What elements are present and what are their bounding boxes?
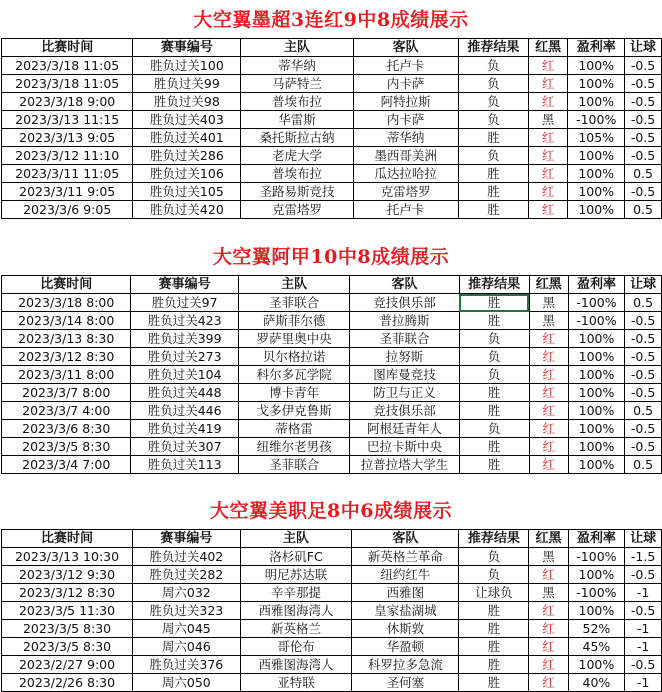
away-team-cell[interactable]: 克雷塔罗	[353, 183, 458, 201]
handicap-cell[interactable]: -0.5	[625, 129, 662, 147]
result-cell[interactable]: 红	[529, 57, 568, 75]
match-id-cell[interactable]: 胜负过关98	[133, 93, 241, 111]
away-team-cell[interactable]: 竞技俱乐部	[350, 294, 459, 312]
match-time-cell[interactable]: 2023/3/12 9:30	[2, 566, 133, 584]
table-row	[2, 294, 662, 312]
table-row	[2, 420, 662, 438]
profit-rate-cell[interactable]: 100%	[568, 57, 625, 75]
match-time-cell[interactable]: 2023/3/11 9:05	[2, 183, 133, 201]
home-team-cell[interactable]: 贝尔格拉诺	[238, 348, 350, 366]
home-team-cell[interactable]: 蒂格雷	[238, 420, 350, 438]
away-team-cell[interactable]: 图库曼竞技	[350, 366, 459, 384]
recommendation-cell[interactable]: 负	[459, 330, 529, 348]
match-id-cell[interactable]: 胜负过关282	[133, 566, 241, 584]
recommendation-cell[interactable]: 负	[459, 548, 529, 566]
home-team-cell[interactable]: 普埃布拉	[241, 93, 353, 111]
profit-rate-cell[interactable]: 100%	[568, 330, 624, 348]
handicap-cell[interactable]: 0.5	[625, 201, 662, 219]
profit-rate-cell[interactable]: 45%	[568, 638, 625, 656]
section-title: 大空翼美职足8中6成绩展示	[210, 500, 452, 522]
handicap-cell[interactable]: -0.5	[625, 384, 662, 402]
handicap-cell[interactable]: -1.5	[625, 548, 662, 566]
profit-rate-cell[interactable]: 40%	[568, 674, 625, 692]
home-team-cell[interactable]: 桑托斯拉古纳	[241, 129, 353, 147]
home-team-cell[interactable]: 萨斯菲尔德	[238, 312, 350, 330]
recommendation-cell[interactable]: 胜	[459, 402, 529, 420]
match-time-cell[interactable]: 2023/3/13 9:05	[2, 129, 133, 147]
home-team-cell[interactable]: 纽维尔老男孩	[238, 438, 350, 456]
match-time-cell[interactable]: 2023/3/6 8:30	[2, 420, 131, 438]
header-match-id[interactable]: 赛事编号	[133, 39, 241, 57]
home-team-cell[interactable]: 圣菲联合	[238, 294, 350, 312]
away-team-cell[interactable]: 墨西哥美洲	[353, 147, 458, 165]
result-cell[interactable]: 红	[529, 93, 568, 111]
recommendation-cell[interactable]: 负	[459, 348, 529, 366]
result-cell[interactable]: 黑	[529, 584, 568, 602]
handicap-cell[interactable]: -0.5	[625, 147, 662, 165]
profit-rate-cell[interactable]: 100%	[568, 402, 624, 420]
recommendation-cell[interactable]: 负	[459, 366, 529, 384]
header-match-time[interactable]: 比赛时间	[2, 39, 133, 57]
match-id-cell[interactable]: 胜负过关402	[133, 548, 241, 566]
match-id-cell[interactable]: 胜负过关106	[133, 165, 241, 183]
home-team-cell[interactable]: 亚特联	[240, 674, 352, 692]
handicap-cell[interactable]: 0.5	[625, 402, 662, 420]
result-cell[interactable]: 红	[529, 602, 568, 620]
result-cell[interactable]: 红	[529, 656, 568, 674]
table-row	[2, 57, 662, 75]
header-away-team[interactable]: 客队	[350, 276, 459, 294]
results-table	[1, 529, 662, 692]
recommendation-cell[interactable]: 胜	[458, 183, 528, 201]
away-team-cell[interactable]: 皇家盐湖城	[352, 602, 459, 620]
match-id-cell[interactable]: 胜负过关423	[131, 312, 238, 330]
header-row	[2, 276, 662, 294]
away-team-cell[interactable]: 托卢卡	[353, 57, 458, 75]
table-row	[2, 129, 662, 147]
handicap-cell[interactable]: -0.5	[625, 656, 662, 674]
result-cell[interactable]: 红	[529, 566, 568, 584]
table-row	[2, 384, 662, 402]
header-handicap[interactable]: 让球	[625, 39, 662, 57]
header-handicap[interactable]: 让球	[625, 530, 662, 548]
recommendation-cell[interactable]: 负	[459, 420, 529, 438]
header-recommendation[interactable]: 推荐结果	[459, 276, 529, 294]
table-row	[2, 548, 662, 566]
away-team-cell[interactable]: 内卡萨	[353, 111, 458, 129]
table-row	[2, 656, 662, 674]
match-time-cell[interactable]: 2023/3/12 8:30	[2, 584, 133, 602]
match-id-cell[interactable]: 胜负过关113	[131, 456, 238, 474]
result-cell[interactable]: 红	[529, 620, 568, 638]
section-title: 大空翼阿甲10中8成绩展示	[212, 246, 450, 268]
table-row	[2, 330, 662, 348]
match-id-cell[interactable]: 胜负过关403	[133, 111, 241, 129]
match-id-cell[interactable]: 胜负过关100	[133, 57, 241, 75]
recommendation-cell[interactable]: 负	[458, 111, 528, 129]
header-result[interactable]: 红黑	[529, 39, 568, 57]
home-team-cell[interactable]: 普埃布拉	[241, 165, 353, 183]
handicap-cell[interactable]: 0.5	[625, 456, 662, 474]
recommendation-cell[interactable]: 负	[458, 93, 528, 111]
header-match-time[interactable]: 比赛时间	[2, 276, 131, 294]
table-row	[2, 456, 662, 474]
match-id-cell[interactable]: 胜负过关97	[131, 294, 238, 312]
header-match-id[interactable]: 赛事编号	[131, 276, 238, 294]
result-cell[interactable]: 红	[529, 147, 568, 165]
header-match-time[interactable]: 比赛时间	[2, 530, 133, 548]
away-team-cell[interactable]: 圣何塞	[352, 674, 459, 692]
home-team-cell[interactable]: 蒂华纳	[241, 57, 353, 75]
result-cell[interactable]: 红	[529, 438, 568, 456]
profit-rate-cell[interactable]: -100%	[568, 111, 625, 129]
match-time-cell[interactable]: 2023/3/6 9:05	[2, 201, 133, 219]
header-recommendation[interactable]: 推荐结果	[459, 530, 529, 548]
profit-rate-cell[interactable]: 100%	[568, 438, 624, 456]
handicap-cell[interactable]: -0.5	[625, 93, 662, 111]
profit-rate-cell[interactable]: 100%	[568, 602, 625, 620]
table-row	[2, 201, 662, 219]
match-time-cell[interactable]: 2023/3/5 11:30	[2, 602, 133, 620]
match-id-cell[interactable]: 胜负过关323	[133, 602, 241, 620]
recommendation-cell[interactable]: 胜	[459, 674, 529, 692]
recommendation-cell[interactable]: 胜	[458, 165, 528, 183]
handicap-cell[interactable]: -0.5	[625, 57, 662, 75]
recommendation-cell[interactable]: 负	[458, 57, 528, 75]
result-cell[interactable]: 红	[529, 420, 568, 438]
match-time-cell[interactable]: 2023/3/12 8:30	[2, 348, 131, 366]
result-cell[interactable]: 红	[529, 183, 568, 201]
match-id-cell[interactable]: 周六046	[133, 638, 241, 656]
match-time-cell[interactable]: 2023/3/5 8:30	[2, 638, 133, 656]
match-time-cell[interactable]: 2023/3/5 8:30	[2, 620, 133, 638]
away-team-cell[interactable]: 科罗拉多急流	[352, 656, 459, 674]
match-id-cell[interactable]: 胜负过关448	[131, 384, 238, 402]
away-team-cell[interactable]: 圣菲联合	[350, 330, 459, 348]
table-row	[2, 348, 662, 366]
table-row	[2, 165, 662, 183]
match-time-cell[interactable]: 2023/3/7 4:00	[2, 402, 131, 420]
away-team-cell[interactable]: 拉努斯	[350, 348, 459, 366]
header-profit-rate[interactable]: 盈利率	[568, 276, 624, 294]
match-id-cell[interactable]: 周六050	[133, 674, 241, 692]
home-team-cell[interactable]: 明尼苏达联	[240, 566, 352, 584]
profit-rate-cell[interactable]: 100%	[568, 147, 625, 165]
recommendation-cell[interactable]: 胜	[459, 456, 529, 474]
match-time-cell[interactable]: 2023/3/5 8:30	[2, 438, 131, 456]
match-time-cell[interactable]: 2023/3/18 11:05	[2, 57, 133, 75]
table-row	[2, 183, 662, 201]
match-time-cell[interactable]: 2023/2/27 9:00	[2, 656, 133, 674]
header-profit-rate[interactable]: 盈利率	[568, 530, 625, 548]
home-team-cell[interactable]: 新英格兰	[240, 620, 352, 638]
result-cell[interactable]: 红	[529, 384, 568, 402]
recommendation-cell[interactable]: 胜	[459, 620, 529, 638]
handicap-cell[interactable]: -0.5	[625, 420, 662, 438]
match-time-cell[interactable]: 2023/2/26 8:30	[2, 674, 133, 692]
profit-rate-cell[interactable]: 100%	[568, 75, 625, 93]
home-team-cell[interactable]: 辛辛那提	[240, 584, 352, 602]
table-row	[2, 312, 662, 330]
match-time-cell[interactable]: 2023/3/18 11:05	[2, 75, 133, 93]
header-handicap[interactable]: 让球	[625, 276, 662, 294]
handicap-cell[interactable]: 0.5	[625, 294, 662, 312]
result-cell[interactable]: 红	[529, 638, 568, 656]
table-row	[2, 674, 662, 692]
home-team-cell[interactable]: 罗萨里奥中央	[238, 330, 350, 348]
match-time-cell[interactable]: 2023/3/11 8:00	[2, 366, 131, 384]
table-row	[2, 638, 662, 656]
match-time-cell[interactable]: 2023/3/18 8:00	[2, 294, 131, 312]
handicap-cell[interactable]: -0.5	[625, 312, 662, 330]
recommendation-cell[interactable]: 胜	[458, 129, 528, 147]
recommendation-cell[interactable]: 胜	[459, 384, 529, 402]
handicap-cell[interactable]: -0.5	[625, 366, 662, 384]
away-team-cell[interactable]: 纽约红牛	[352, 566, 459, 584]
table-row	[2, 566, 662, 584]
match-id-cell[interactable]: 胜负过关446	[131, 402, 238, 420]
profit-rate-cell[interactable]: 100%	[568, 93, 625, 111]
header-profit-rate[interactable]: 盈利率	[568, 39, 625, 57]
match-id-cell[interactable]: 胜负过关105	[133, 183, 241, 201]
table-row	[2, 366, 662, 384]
away-team-cell[interactable]: 蒂华纳	[353, 129, 458, 147]
result-cell[interactable]: 红	[529, 201, 568, 219]
profit-rate-cell[interactable]: -100%	[568, 294, 624, 312]
result-cell[interactable]: 红	[529, 456, 568, 474]
recommendation-cell[interactable]: 胜	[459, 438, 529, 456]
section-title: 大空翼墨超3连红9中8成绩展示	[193, 9, 469, 31]
handicap-cell[interactable]: 0.5	[625, 165, 662, 183]
away-team-cell[interactable]: 新英格兰革命	[352, 548, 459, 566]
away-team-cell[interactable]: 拉普拉塔大学生	[350, 456, 459, 474]
header-recommendation[interactable]: 推荐结果	[458, 39, 528, 57]
header-result[interactable]: 红黑	[529, 530, 568, 548]
handicap-cell[interactable]: -0.5	[625, 330, 662, 348]
profit-rate-cell[interactable]: 100%	[568, 566, 625, 584]
match-id-cell[interactable]: 胜负过关99	[133, 75, 241, 93]
recommendation-cell[interactable]: 胜	[459, 656, 529, 674]
away-team-cell[interactable]: 防卫与正义	[350, 384, 459, 402]
header-match-id[interactable]: 赛事编号	[133, 530, 241, 548]
profit-rate-cell[interactable]: 100%	[568, 366, 624, 384]
header-home-team[interactable]: 主队	[238, 276, 350, 294]
result-cell[interactable]: 红	[529, 348, 568, 366]
recommendation-cell[interactable]: 胜	[459, 638, 529, 656]
header-row	[2, 530, 662, 548]
handicap-cell[interactable]: -1	[625, 674, 662, 692]
home-team-cell[interactable]: 圣菲联合	[238, 456, 350, 474]
results-table	[1, 275, 662, 474]
home-team-cell[interactable]: 洛杉矶FC	[240, 548, 352, 566]
result-cell[interactable]: 红	[529, 75, 568, 93]
away-team-cell[interactable]: 巴拉卡斯中央	[350, 438, 459, 456]
profit-rate-cell[interactable]: 100%	[568, 165, 625, 183]
match-id-cell[interactable]: 周六032	[133, 584, 241, 602]
result-cell[interactable]: 红	[529, 402, 568, 420]
result-cell[interactable]: 黑	[529, 111, 568, 129]
result-cell[interactable]: 黑	[529, 548, 568, 566]
home-team-cell[interactable]: 圣路易斯竞技	[241, 183, 353, 201]
home-team-cell[interactable]: 克雷塔罗	[241, 201, 353, 219]
profit-rate-cell[interactable]: 100%	[568, 656, 625, 674]
result-cell[interactable]: 红	[529, 366, 568, 384]
recommendation-cell[interactable]: 让球负	[459, 584, 529, 602]
match-id-cell[interactable]: 胜负过关273	[131, 348, 238, 366]
handicap-cell[interactable]: -0.5	[625, 348, 662, 366]
match-time-cell[interactable]: 2023/3/13 11:15	[2, 111, 133, 129]
away-team-cell[interactable]: 普拉腾斯	[350, 312, 459, 330]
match-time-cell[interactable]: 2023/3/7 8:00	[2, 384, 131, 402]
away-team-cell[interactable]: 西雅图	[352, 584, 459, 602]
header-home-team[interactable]: 主队	[241, 39, 353, 57]
profit-rate-cell[interactable]: 100%	[568, 420, 624, 438]
recommendation-cell[interactable]: 胜	[459, 294, 529, 312]
result-cell[interactable]: 红	[529, 330, 568, 348]
profit-rate-cell[interactable]: 52%	[568, 620, 625, 638]
result-cell[interactable]: 红	[529, 129, 568, 147]
handicap-cell[interactable]: -0.5	[625, 602, 662, 620]
match-time-cell[interactable]: 2023/3/4 7:00	[2, 456, 131, 474]
header-home-team[interactable]: 主队	[240, 530, 352, 548]
profit-rate-cell[interactable]: -100%	[568, 584, 625, 602]
match-id-cell[interactable]: 胜负过关420	[133, 201, 241, 219]
profit-rate-cell[interactable]: 100%	[568, 348, 624, 366]
handicap-cell[interactable]: -1	[625, 638, 662, 656]
recommendation-cell[interactable]: 胜	[458, 201, 528, 219]
away-team-cell[interactable]: 托卢卡	[353, 201, 458, 219]
home-team-cell[interactable]: 哥伦布	[240, 638, 352, 656]
result-cell[interactable]: 黑	[529, 294, 568, 312]
match-id-cell[interactable]: 胜负过关376	[133, 656, 241, 674]
table-row	[2, 93, 662, 111]
table-row	[2, 75, 662, 93]
profit-rate-cell[interactable]: 100%	[568, 456, 624, 474]
match-time-cell[interactable]: 2023/3/13 8:30	[2, 330, 131, 348]
header-result[interactable]: 红黑	[529, 276, 568, 294]
handicap-cell[interactable]: -1	[625, 584, 662, 602]
profit-rate-cell[interactable]: 100%	[568, 201, 625, 219]
handicap-cell[interactable]: -0.5	[625, 183, 662, 201]
match-id-cell[interactable]: 胜负过关419	[131, 420, 238, 438]
handicap-cell[interactable]: -0.5	[625, 438, 662, 456]
match-time-cell[interactable]: 2023/3/11 11:05	[2, 165, 133, 183]
match-id-cell[interactable]: 周六045	[133, 620, 241, 638]
away-team-cell[interactable]: 阿特拉斯	[353, 93, 458, 111]
home-team-cell[interactable]: 戈多伊克鲁斯	[238, 402, 350, 420]
match-id-cell[interactable]: 胜负过关399	[131, 330, 238, 348]
handicap-cell[interactable]: -0.5	[625, 111, 662, 129]
match-id-cell[interactable]: 胜负过关104	[131, 366, 238, 384]
away-team-cell[interactable]: 阿根廷青年人	[350, 420, 459, 438]
match-time-cell[interactable]: 2023/3/18 9:00	[2, 93, 133, 111]
header-away-team[interactable]: 客队	[352, 530, 459, 548]
result-cell[interactable]: 红	[529, 674, 568, 692]
handicap-cell[interactable]: -1	[625, 620, 662, 638]
away-team-cell[interactable]: 瓜达拉哈拉	[353, 165, 458, 183]
header-away-team[interactable]: 客队	[353, 39, 458, 57]
profit-rate-cell[interactable]: 105%	[568, 129, 625, 147]
table-row	[2, 147, 662, 165]
home-team-cell[interactable]: 马萨特兰	[241, 75, 353, 93]
match-time-cell[interactable]: 2023/3/14 8:00	[2, 312, 131, 330]
match-time-cell[interactable]: 2023/3/13 10:30	[2, 548, 133, 566]
profit-rate-cell[interactable]: 100%	[568, 183, 625, 201]
match-id-cell[interactable]: 胜负过关307	[131, 438, 238, 456]
recommendation-cell[interactable]: 胜	[459, 312, 529, 330]
away-team-cell[interactable]: 华盈顿	[352, 638, 459, 656]
table-row	[2, 438, 662, 456]
handicap-cell[interactable]: -0.5	[625, 566, 662, 584]
recommendation-cell[interactable]: 负	[458, 75, 528, 93]
result-cell[interactable]: 红	[529, 165, 568, 183]
handicap-cell[interactable]: -0.5	[625, 75, 662, 93]
home-team-cell[interactable]: 老虎大学	[241, 147, 353, 165]
recommendation-cell[interactable]: 负	[458, 147, 528, 165]
header-row	[2, 39, 662, 57]
results-table	[1, 38, 662, 219]
result-cell[interactable]: 黑	[529, 312, 568, 330]
home-team-cell[interactable]: 博卡青年	[238, 384, 350, 402]
home-team-cell[interactable]: 西雅图海湾人	[240, 656, 352, 674]
table-row	[2, 402, 662, 420]
away-team-cell[interactable]: 竞技俱乐部	[350, 402, 459, 420]
match-time-cell[interactable]: 2023/3/12 11:10	[2, 147, 133, 165]
profit-rate-cell[interactable]: -100%	[568, 312, 624, 330]
table-row	[2, 620, 662, 638]
table-row	[2, 602, 662, 620]
home-team-cell[interactable]: 华雷斯	[241, 111, 353, 129]
match-id-cell[interactable]: 胜负过关286	[133, 147, 241, 165]
recommendation-cell[interactable]: 负	[459, 566, 529, 584]
away-team-cell[interactable]: 内卡萨	[353, 75, 458, 93]
profit-rate-cell[interactable]: -100%	[568, 548, 625, 566]
away-team-cell[interactable]: 休斯敦	[352, 620, 459, 638]
recommendation-cell[interactable]: 胜	[459, 602, 529, 620]
table-row	[2, 111, 662, 129]
match-id-cell[interactable]: 胜负过关401	[133, 129, 241, 147]
profit-rate-cell[interactable]: 100%	[568, 384, 624, 402]
home-team-cell[interactable]: 科尔多瓦学院	[238, 366, 350, 384]
home-team-cell[interactable]: 西雅图海湾人	[240, 602, 352, 620]
table-row	[2, 584, 662, 602]
